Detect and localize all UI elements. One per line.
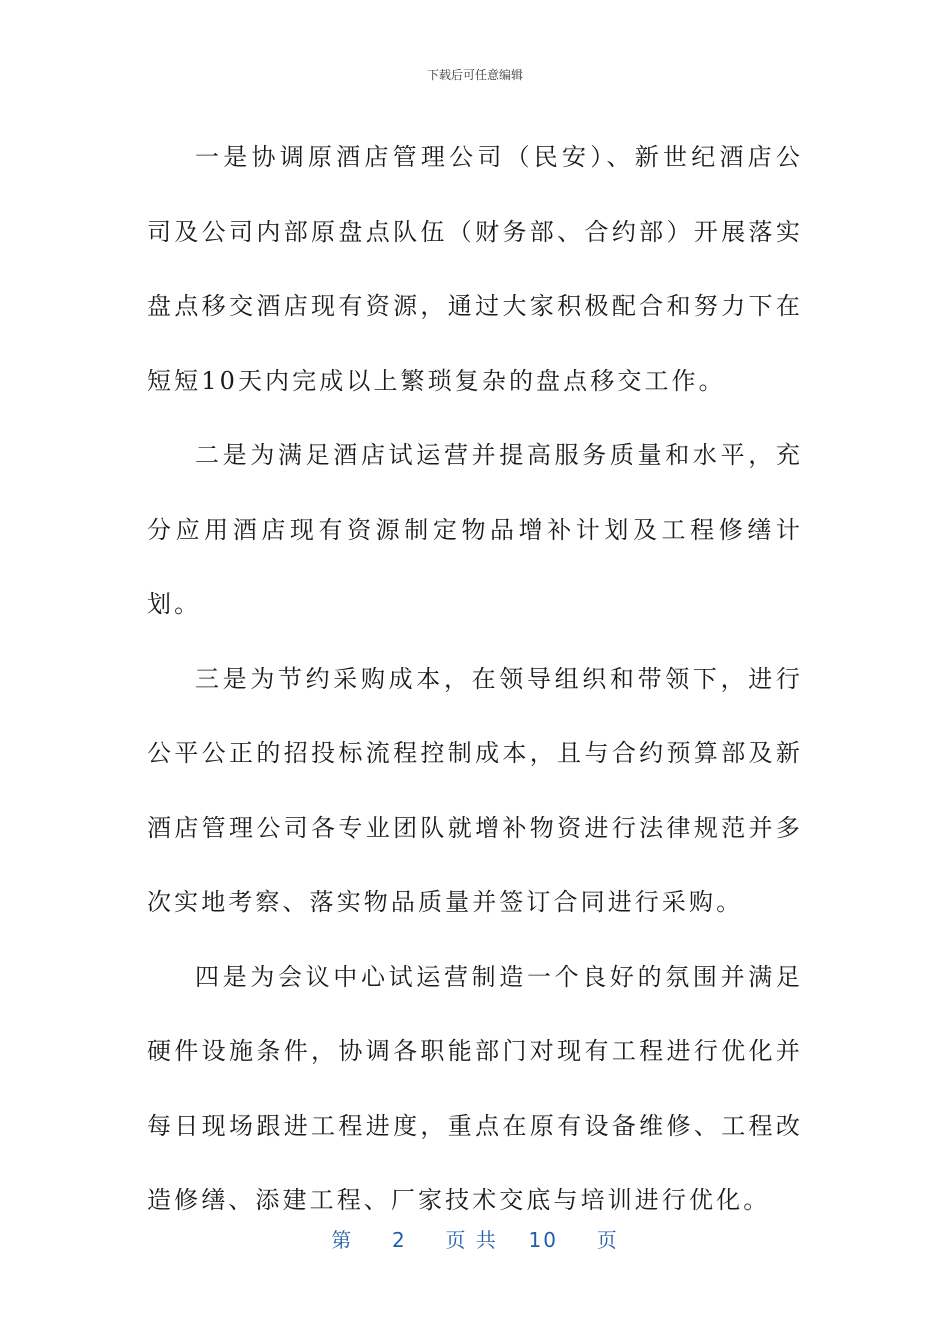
footer-middle: 页 共 [445, 1228, 498, 1252]
page-footer [0, 1224, 950, 1253]
paragraph-2: 二是为满足酒店试运营并提高服务质量和水平，充分应用酒店现有资源制定物品增补计划及工程修缮计划。 [147, 441, 803, 618]
footer-current-page: 2 [392, 1228, 407, 1252]
page-header: 下载后可任意编辑 [426, 68, 523, 82]
footer-suffix: 页 [596, 1228, 619, 1252]
paragraph-3: 三是为节约采购成本，在领导组织和带领下，进行公平公正的招投标流程控制成本，且与合约预算部及新酒店管理公司各专业团队就增补物资进行法律规范并多次实地考察、落实物品质量并签订合同进行采购。 [147, 664, 803, 916]
document-body [147, 120, 803, 1238]
paragraph-1: 一是协调原酒店管理公司（民安）、新世纪酒店公司及公司内部原盘点队伍（财务部、合约部）开展落实盘点移交酒店现有资源，通过大家积极配合和努力下在短短10天内完成以上繁琐复杂的盘点移交工作。 [147, 143, 803, 395]
footer-prefix: 第 [331, 1228, 354, 1252]
footer-total-pages: 10 [528, 1228, 558, 1252]
paragraph-4: 四是为会议中心试运营制造一个良好的氛围并满足硬件设施条件，协调各职能部门对现有工程进行优化并每日现场跟进工程进度，重点在原有设备维修、工程改造修缮、添建工程、厂家技术交底与培训进行优化。 [147, 962, 803, 1214]
